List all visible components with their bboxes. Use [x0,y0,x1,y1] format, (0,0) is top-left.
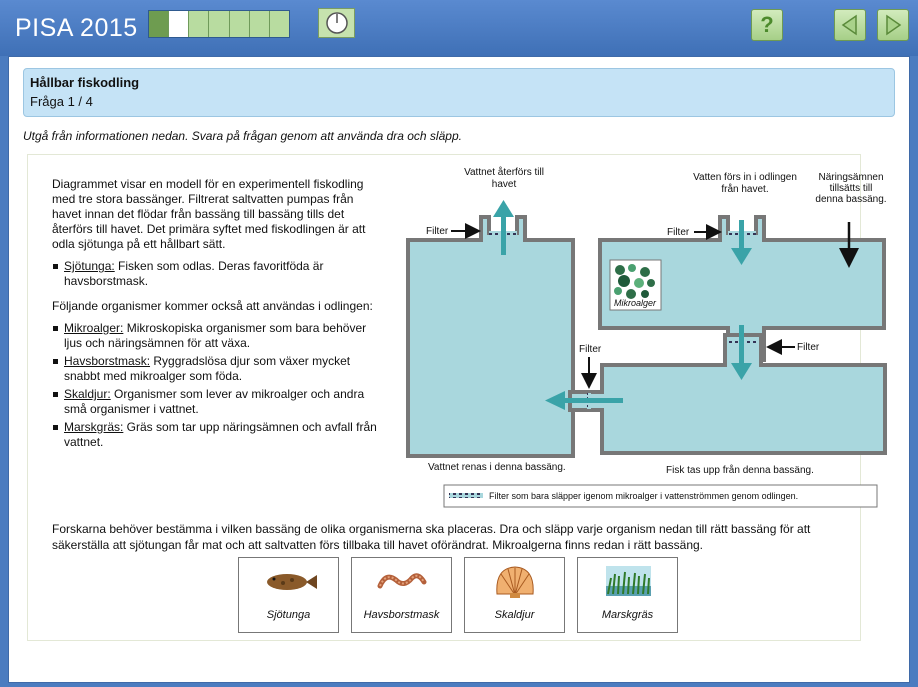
diagram-legend [444,485,877,507]
question-header [23,68,895,117]
back-button[interactable] [834,9,866,41]
return-to-sea-label: Vattnet återförs till [464,167,544,178]
organism-term: Skaldjur: [64,387,111,401]
progress-segment [250,11,270,37]
progress-segment [169,11,189,37]
fish-farm-diagram [393,160,887,510]
progress-segment [189,11,209,37]
progress-segment [149,11,169,37]
card-marskgras[interactable] [577,557,678,633]
card-label: Marskgräs [601,609,654,621]
progress-indicator [148,10,290,38]
filter-label: Filter [579,344,602,355]
card-label: Havsborstmask [363,609,440,621]
microalgae-label: Mikroalger [613,298,657,308]
intro-text [52,177,382,453]
unit-title: Hållbar fiskodling [30,75,140,90]
primary-organism-list [52,259,382,289]
organism-term: Havsborstmask: [64,354,151,368]
microalgae-image [610,260,661,310]
top-bar [0,0,918,56]
organism-desc: Organismer som lever av mikroalger och andra små organismer i vattnet. [64,387,365,416]
organism-desc: Gräs som tar upp näringsämnen och avfall från vattnet. [64,420,377,449]
forward-arrow-icon [883,14,903,36]
stimulus-panel [27,154,887,641]
organism-desc: Ryggradslösa djur som växer mycket snabbt med mikroalger som föda. [64,354,351,383]
forward-button[interactable] [877,9,909,41]
shellfish-icon [465,564,566,604]
content-area [8,56,910,683]
legend-text: Filter som bara släpper igenom mikroalger i vattenströmmen genom odlingen. [489,491,799,501]
organism-term: Marskgräs: [64,420,124,434]
list-item [52,259,382,289]
cleaned-basin-label: Vattnet renas i denna bassäng. [428,462,566,473]
nutrients-label: Näringsämnen [818,172,884,183]
sole-fish-icon [239,564,340,604]
list-item [52,321,382,351]
intro-paragraph-2: Följande organismer kommer också att användas i odlingen: [52,299,373,313]
water-in-label-2: från havet. [721,184,769,195]
list-item [52,387,382,417]
organism-term: Mikroalger: [64,321,124,335]
legend-filter-swatch [449,493,483,498]
intro-paragraph: Diagrammet visar en modell för en experimentell fiskodling med tre stora bassänger. Filtrerat saltvatten pumpas från havet innan det flödar från bassäng till bassäng tills det återförs till havet. Det primära syftet med fiskodlingen är att odla sjötunga på ett hållbart sätt. [52,177,366,251]
instruction-text: Utgå från informationen nedan. Svara på frågan genom att använda dra och släpp. [23,129,462,143]
progress-segment [209,11,229,37]
timer-icon [324,10,350,36]
water-in-label: Vatten förs in i odlingen [693,172,797,183]
list-item [52,354,382,384]
progress-segment [270,11,289,37]
card-havsborstmask[interactable] [351,557,452,633]
filter-label: Filter [426,226,449,237]
app-title: PISA 2015 [15,14,138,42]
card-skaldjur[interactable] [464,557,565,633]
organism-list [52,321,382,450]
timer-button[interactable] [318,8,355,38]
bottom-right-basin [570,335,885,453]
marsh-grass-icon [578,564,679,604]
ragworm-icon [352,564,453,604]
harvest-basin-label: Fisk tas upp från denna bassäng. [666,465,814,476]
nutrients-label-3: denna bassäng. [815,194,887,205]
task-text: Forskarna behöver bestämma i vilken bassäng de olika organismerna ska placeras. Dra och släpp varje organism nedan till rätt bassäng för att säkerställa att sjötungan får mat och att saltvatten förs tillbaka till havet oförändrat. Mikroalgerna finns redan i rätt bassäng. [52,522,811,552]
help-button[interactable] [751,9,783,41]
drag-cards [238,557,678,633]
card-label: Skaldjur [494,609,535,621]
back-arrow-icon [840,14,860,36]
organism-term: Sjötunga: [64,259,115,273]
question-counter: Fråga 1 / 4 [30,94,93,109]
question-mark-icon: ? [760,12,774,37]
card-sjotunga[interactable] [238,557,339,633]
organism-desc: Mikroskopiska organismer som bara behöver ljus och näringsämnen för att växa. [64,321,367,350]
nutrients-label-2: tillsätts till [829,183,873,194]
list-item [52,420,382,450]
filter-label: Filter [797,342,820,353]
card-label: Sjötunga [266,609,311,621]
progress-segment [230,11,250,37]
organism-desc: Fisken som odlas. Deras favoritföda är havsborstmask. [64,259,324,288]
return-to-sea-label-2: havet [491,179,517,190]
filter-label: Filter [667,227,690,238]
